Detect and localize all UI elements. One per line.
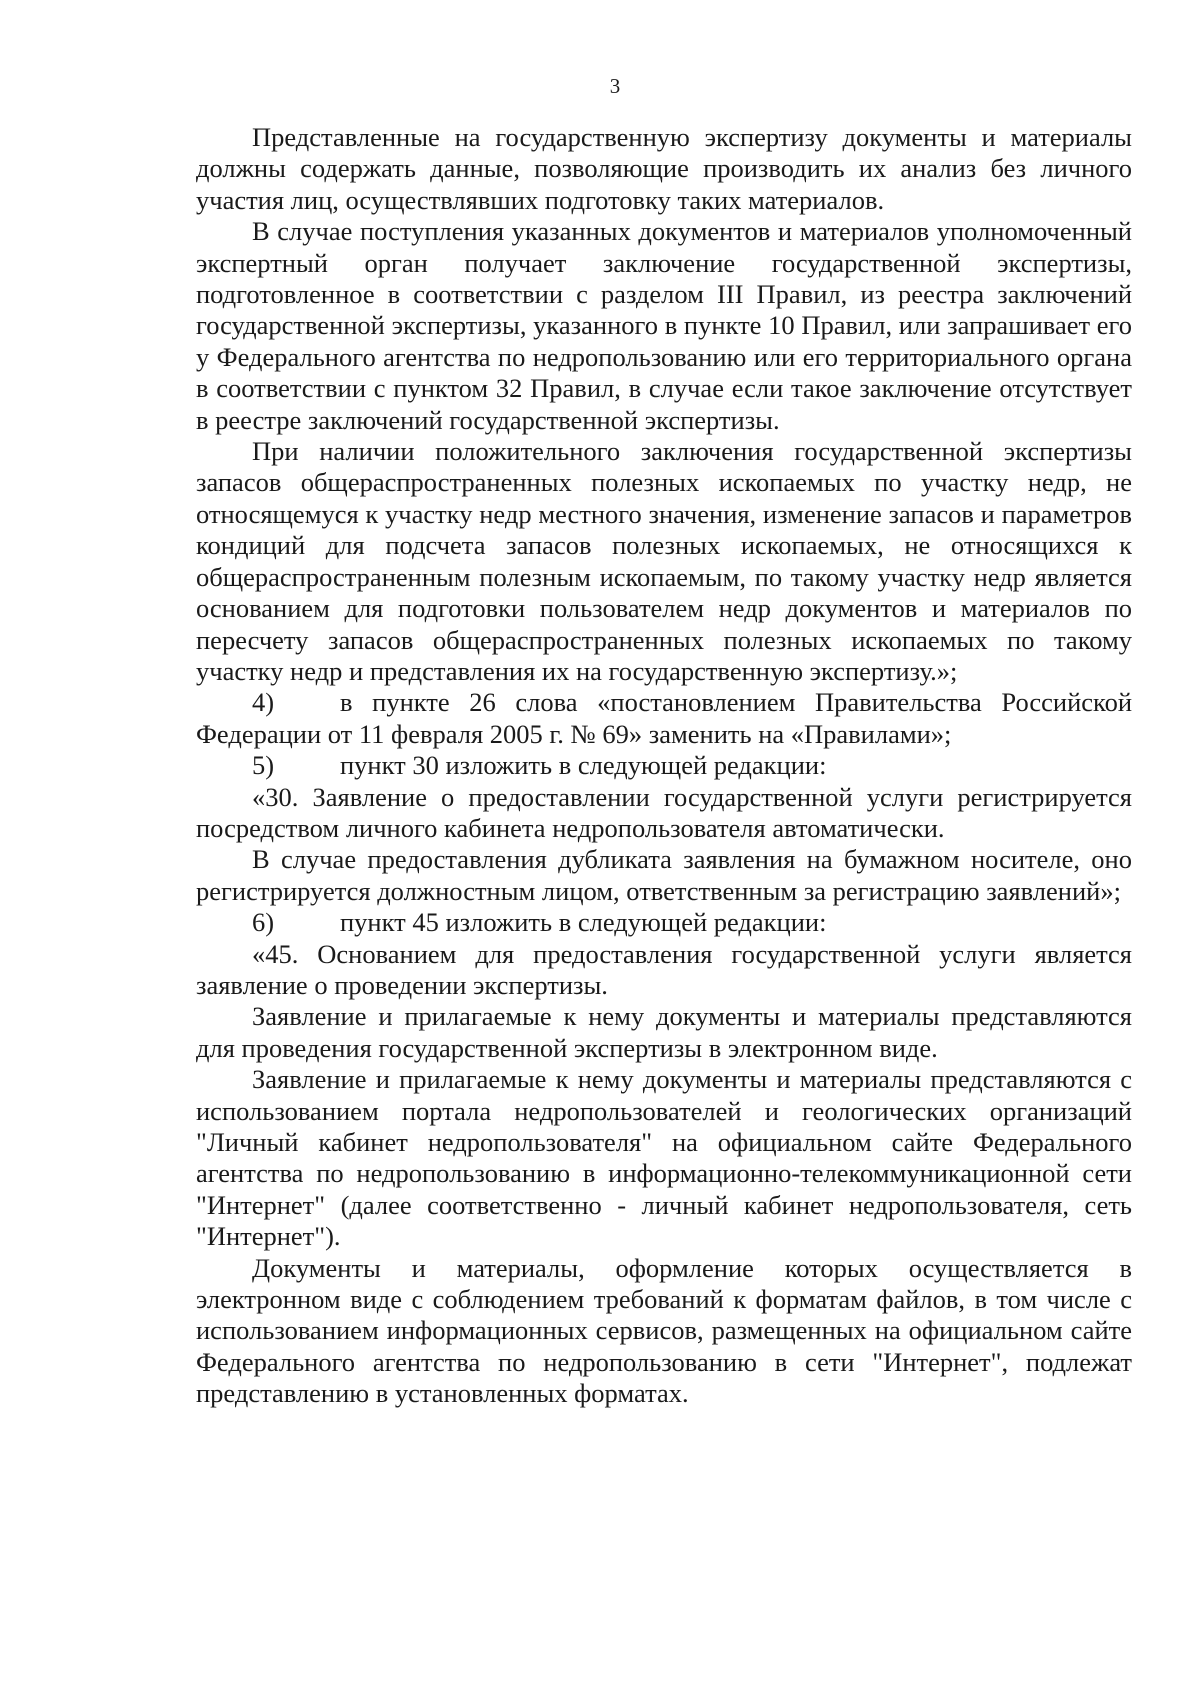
list-item-text: в пункте 26 слова «постановлением Правительства Российской Федерации от 11 февраля 2005 г. № 69» заменить на «Правилами»; <box>196 687 1132 749</box>
paragraph: При наличии положительного заключения государственной экспертизы запасов общераспространенных полезных ископаемых по участку недр, не относящемуся к участку недр местного значения, изменение запасов и параметров кондиций для подсчета запасов полезных ископаемых, не относящихся к общераспространенным полезным ископаемым, по такому участку недр является основанием для подготовки пользователем недр документов и материалов по пересчету запасов общераспространенных полезных ископаемых по такому участку недр и представления их на государственную экспертизу.»; <box>196 436 1132 686</box>
list-item-number: 5) <box>252 750 275 781</box>
paragraph: Заявление и прилагаемые к нему документы и материалы представляются для проведения государственной экспертизы в электронном виде. <box>196 1001 1132 1063</box>
list-item-number: 6) <box>252 907 275 938</box>
paragraph: «30. Заявление о предоставлении государственной услуги регистрируется посредством личного кабинета недропользователя автоматически. <box>196 781 1132 843</box>
paragraph: Заявление и прилагаемые к нему документы и материалы представляются с использованием портала недропользователей и геологических организаций "Личный кабинет недропользователя" на официальном сайте Федерального агентства по недропользованию в информационно-телекоммуникационной сети "Интернет" (далее соответственно - личный кабинет недропользователя, сеть "Интернет"). <box>196 1064 1132 1252</box>
list-item <box>196 750 1132 781</box>
document-body <box>196 122 1132 1410</box>
list-item <box>196 687 1132 750</box>
list-item-text: пункт 45 изложить в следующей редакции: <box>340 907 827 938</box>
page-number: 3 <box>609 74 621 98</box>
paragraph: В случае поступления указанных документов и материалов уполномоченный экспертный орган получает заключение государственной экспертизы, подготовленное в соответствии с разделом III Правил, из реестра заключений государственной экспертизы, указанного в пункте 10 Правил, или запрашивает его у Федерального агентства по недропользованию или его территориального органа в соответствии с пунктом 32 Правил, в случае если такое заключение отсутствует в реестре заключений государственной экспертизы. <box>196 216 1132 435</box>
list-item-number: 4) <box>252 687 275 718</box>
list-item <box>196 907 1132 938</box>
list-item-text: пункт 30 изложить в следующей редакции: <box>340 750 827 781</box>
paragraph: «45. Основанием для предоставления государственной услуги является заявление о проведении экспертизы. <box>196 938 1132 1000</box>
paragraph: Документы и материалы, оформление которых осуществляется в электронном виде с соблюдением требований к форматам файлов, в том числе с использованием информационных сервисов, размещенных на официальном сайте Федерального агентства по недропользованию в сети "Интернет", подлежат представлению в установленных форматах. <box>196 1252 1132 1409</box>
paragraph: Представленные на государственную экспертизу документы и материалы должны содержать данные, позволяющие производить их анализ без личного участия лиц, осуществлявших подготовку таких материалов. <box>196 122 1132 215</box>
paragraph: В случае предоставления дубликата заявления на бумажном носителе, оно регистрируется должностным лицом, ответственным за регистрацию заявлений»; <box>196 844 1132 906</box>
